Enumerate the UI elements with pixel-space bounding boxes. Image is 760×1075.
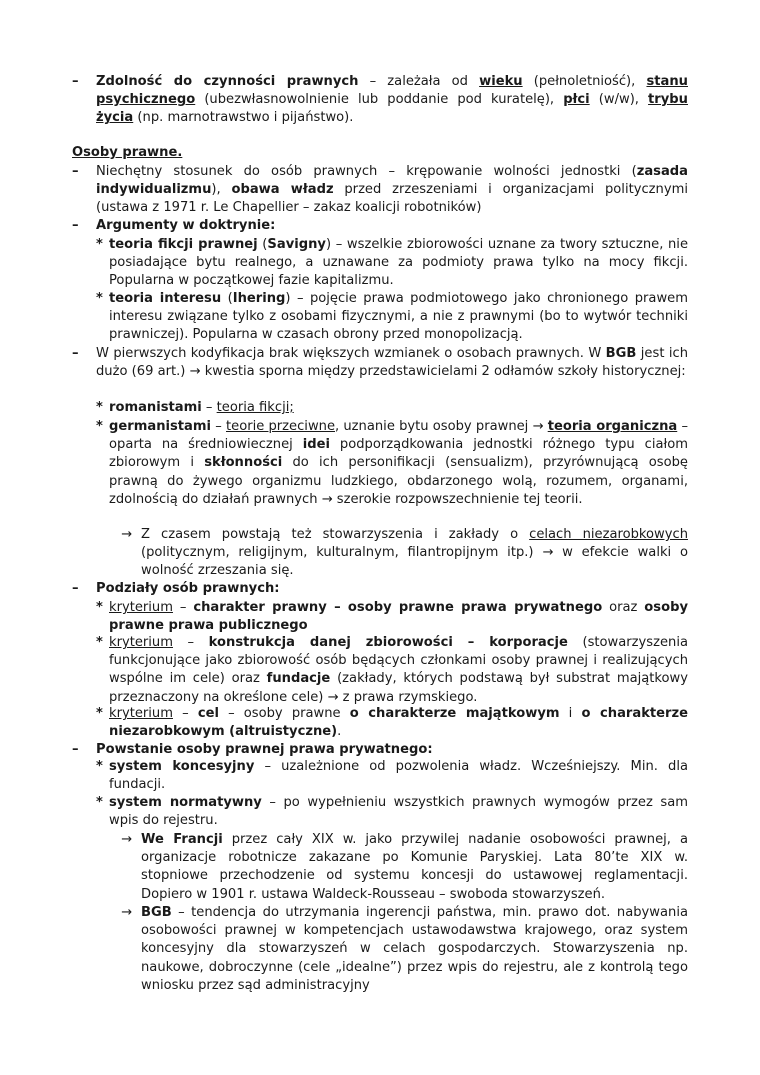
list-item-criterion-construction [96, 634, 688, 707]
term: Powstanie osoby prawnej prawa prywatnego: [96, 742, 433, 757]
list-item-nonprofit [109, 526, 688, 581]
term: teoria fikcji prawnej [109, 237, 258, 252]
star-bullet: * [96, 400, 103, 415]
term: wieku [479, 74, 523, 89]
text: – uzależnione od pozwolenia władz. Wcześniejszy. Min. dla fundacji. [109, 759, 688, 793]
text: (w/w), [589, 92, 649, 108]
list-item-normative [96, 794, 688, 830]
text: – po wypełnieniu wszystkich prawnych wymogów przez sam wpis do rejestru. [109, 795, 689, 829]
term: BGB [141, 905, 172, 920]
dash-bullet: – [72, 218, 79, 233]
section-heading: Osoby prawne. [72, 145, 183, 160]
term: Ihering [232, 291, 286, 306]
text: ( [257, 237, 268, 252]
term: Zdolność do czynności prawnych [96, 74, 359, 89]
term: obawa władz [231, 182, 334, 198]
star-bullet: * [96, 291, 103, 306]
text: Z czasem powstają też stowarzyszenia i zakłady o [141, 527, 530, 542]
term: o charakterze niezarobkowym (altruistyczne) [109, 706, 689, 740]
term: Savigny [267, 237, 326, 252]
link-text: celach niezarobkowych [529, 527, 688, 542]
text: (politycznym, religijnym, kulturalnym, filantropijnym itp.) → w efekcie walki o wolność zrzeszania się. [141, 545, 688, 579]
list-item-attitude [72, 163, 688, 218]
link-text: kryterium [109, 600, 173, 615]
list-item-criterion-purpose [96, 705, 688, 741]
star-bullet: * [96, 237, 103, 252]
text: , uznanie bytu osoby prawnej → [335, 419, 548, 434]
dash-bullet: – [72, 346, 79, 361]
dash-bullet: – [72, 581, 79, 596]
term: idei [302, 437, 330, 453]
term: płci [563, 92, 590, 108]
text: (ubezwłasnowolnienie lub poddanie pod kuratelę), [195, 92, 564, 108]
star-bullet: * [96, 419, 103, 434]
arrow-bullet: → [121, 905, 132, 920]
term: romanistami [109, 400, 202, 415]
list-item-divisions [72, 580, 688, 598]
term: teoria organiczna [547, 419, 678, 434]
term: system normatywny [109, 795, 262, 810]
text: (zakłady, których podstawą był substrat majątkowy przeznaczony na określone cele) → z prawa rzymskiego. [109, 671, 688, 705]
text: ) – pojęcie prawa podmiotowego jako chronionego prawem interesu związane tylko z osobami fizycznymi, a nie z prawnymi (bo to wytwór techniki prawniczej). Popularna w czasach obrony przed monopolizacją. [109, 291, 688, 343]
star-bullet: * [96, 600, 103, 615]
arrow-bullet: → [121, 527, 132, 542]
dash-bullet: – [72, 164, 79, 179]
text: ) – wszelkie zbiorowości uznane za twory sztuczne, nie posiadające bytu realnego, a uznawane za podmioty prawa tylko na mocy fikcji. Popularna w początkowej fazie kapitalizmu. [109, 237, 689, 289]
term: o charakterze majątkowym [349, 706, 560, 721]
link-text: teoria fikcji; [216, 400, 294, 415]
dash-bullet: – [72, 74, 79, 89]
text: jest ich dużo (69 art.) → kwestia sporna między przedstawicielami 2 odłamów szkoły historycznej: [96, 346, 688, 380]
text: (np. marnotrawstwo i pijaństwo). [133, 110, 354, 126]
term: zasada indywidualizmu [96, 164, 688, 198]
term: We Francji [141, 832, 223, 847]
text: – zależała od [358, 74, 480, 89]
text: – [211, 419, 226, 434]
term: skłonności [204, 455, 283, 471]
link-text: kryterium [109, 635, 173, 650]
term: charakter prawny – osoby prawne prawa prywatnego [193, 600, 603, 615]
term: Argumenty w doktrynie: [96, 218, 276, 233]
text: oraz [602, 600, 645, 615]
term: BGB [605, 346, 637, 361]
list-item-concession [96, 758, 688, 794]
dash-bullet: – [72, 742, 79, 757]
text: – [172, 600, 194, 615]
text: do ich personifikacji (sensualizm), przyrównującą osobę prawną do żywego organizmu ludzkiego, obdarzonego wolą, rozumem, organami, zdolnością do działań prawnych → szerokie rozpowszechnienie tej teorii. [109, 455, 688, 507]
text: . [337, 724, 342, 740]
term: teoria interesu [109, 291, 222, 306]
text: Niechętny stosunek do osób prawnych – krępowanie wolności jednostki ( [96, 164, 637, 179]
term: system koncesyjny [109, 759, 255, 774]
term: konstrukcja danej zbiorowości – korporacje [208, 635, 568, 650]
term: Podziały osób prawnych: [96, 581, 280, 596]
star-bullet: * [96, 795, 103, 810]
list-item-creation [72, 741, 688, 759]
text: ( [221, 291, 233, 306]
list-item-bgb [109, 904, 688, 995]
text: – [201, 400, 217, 415]
star-bullet: * [96, 759, 103, 774]
text: – oparta na średniowiecznej [109, 419, 688, 453]
text: (stowarzyszenia funkcjonujące jako zbiorowość osób będących członkami osoby prawnej i realizujących wspólne im cele) oraz [109, 635, 688, 687]
text: przed zrzeszeniami i organizacjami politycznymi (ustawa z 1971 r. Le Chapellier – zakaz koalicji robotników) [96, 182, 688, 216]
text: podporządkowania jednostki różnego typu ciałom zbiorowym i [109, 437, 688, 471]
list-item-romanists [96, 399, 688, 417]
term: cel [197, 706, 219, 721]
list-item-capacity [72, 73, 688, 128]
text: W pierwszych kodyfikacja brak większych wzmianek o osobach prawnych. W [96, 346, 606, 361]
term: fundacje [266, 671, 331, 687]
list-item-interest-theory [96, 290, 688, 345]
star-bullet: * [96, 635, 103, 650]
text: – tendencja do utrzymania ingerencji państwa, min. prawo dot. nabywania osobowości prawnej w kompetencjach ustawodawstwa krajowego, oraz system koncesyjny dla stowarzyszeń w celach gospodarczych. Stowarzyszenia np. naukowe, dobroczynne (cele „idealne”) przez wpis do rejestru, ale z kontrolą tego wniosku przez sąd administracyjny [141, 905, 688, 993]
text: ), [211, 182, 232, 198]
list-item-criterion-legal [96, 599, 688, 635]
list-item-germanists [96, 418, 688, 509]
term: osoby prawne prawa publicznego [109, 600, 688, 634]
arrow-bullet: → [121, 832, 132, 847]
link-text: kryterium [109, 706, 173, 721]
term: trybu życia [96, 92, 688, 126]
star-bullet: * [96, 706, 103, 721]
list-item-fiction-theory [96, 236, 688, 291]
text: – osoby prawne [218, 706, 350, 721]
link-text: teorie przeciwne [226, 419, 336, 434]
text: – [172, 706, 198, 721]
text: i [559, 706, 582, 721]
text: – [172, 635, 209, 650]
list-item-codification [72, 345, 688, 381]
term: germanistami [109, 419, 212, 434]
list-item-doctrine [72, 217, 688, 235]
term: stanu psychicznego [96, 74, 688, 108]
text: przez cały XIX w. jako przywilej nadanie osobowości prawnej, a organizacje robotnicze zakazane po Komunie Paryskiej. Lata 80’te XIX w. stopniowe przechodzenie od systemu koncesji do ustawowej reglamentacji. Dopiero w 1901 r. ustawa Waldeck-Rousseau – swoboda stowarzyszeń. [141, 832, 688, 902]
list-item-france [109, 831, 688, 904]
text: (pełnoletniość), [522, 74, 647, 89]
